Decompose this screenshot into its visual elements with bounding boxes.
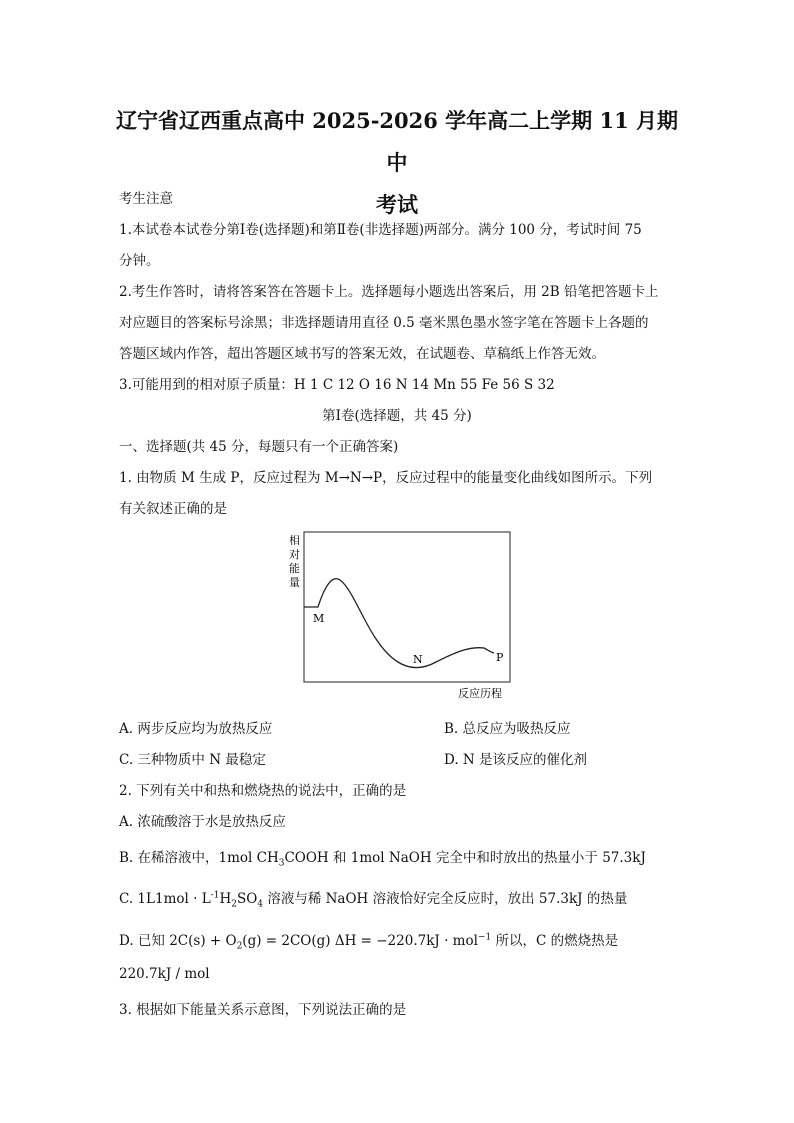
- exam-title: [110, 100, 684, 226]
- q2-option-d: [119, 929, 618, 952]
- label-N: N: [413, 653, 423, 666]
- q2-option-c-part-2: H: [219, 891, 232, 907]
- q2-option-b-subscript: 3: [278, 858, 285, 869]
- part-1-heading: 第Ⅰ卷(选择题，共 45 分): [322, 408, 472, 424]
- notice-item-1-line-1: 1.本试卷本试卷分第Ⅰ卷(选择题)和第Ⅱ卷(非选择题)两部分。满分 100 分，考试时间 75: [119, 222, 642, 238]
- q2-option-c-subscript-2: 4: [257, 899, 264, 910]
- energy-curve: [304, 579, 494, 668]
- section-1-heading: 一、选择题(共 45 分，每题只有一个正确答案): [119, 439, 399, 455]
- q2-option-d-subscript: 2: [236, 941, 243, 952]
- title-line-2: 考试: [376, 192, 418, 217]
- q1-stem-line-1: 1. 由物质 M 生成 P，反应过程为 M→N→P，反应过程中的能量变化曲线如图所示。下列: [119, 470, 653, 486]
- x-axis-label: 反应历程: [458, 687, 502, 700]
- q2-option-d-part-1: D. 已知 2C(s) + O: [119, 933, 237, 949]
- q2-option-b: [119, 846, 646, 869]
- y-label-char-3: 能: [289, 562, 300, 575]
- q2-option-a: A. 浓硫酸溶于水是放热反应: [119, 814, 286, 830]
- y-label-char-1: 相: [289, 534, 300, 547]
- notice-heading: 考生注意: [119, 191, 173, 207]
- q2-option-c-part-4: 溶液与稀 NaOH 溶液恰好完全反应时，放出 57.3kJ 的热量: [263, 891, 628, 907]
- q2-option-d-superscript: −1: [477, 932, 492, 943]
- notice-item-2-line-3: 答题区域内作答，超出答题区域书写的答案无效，在试题卷、草稿纸上作答无效。: [119, 346, 605, 362]
- q2-option-d-part-3: 所以，C 的燃烧热是: [491, 933, 619, 949]
- diagram-frame: [304, 532, 510, 682]
- notice-item-2-line-2: 对应题目的答案标号涂黑；非选择题请用直径 0.5 毫米黑色墨水签字笔在答题卡上各题的: [119, 315, 649, 331]
- label-P: P: [496, 651, 504, 664]
- label-M: M: [313, 612, 325, 625]
- q2-option-c-part-3: SO: [236, 891, 258, 907]
- y-label-char-4: 量: [289, 576, 300, 589]
- q1-option-c: C. 三种物质中 N 最稳定: [119, 752, 266, 768]
- notice-item-3: 3.可能用到的相对原子质量：H 1 C 12 O 16 N 14 Mn 55 Fe 56 S 32: [119, 377, 555, 393]
- q2-option-c-part-1: C. 1L1mol · L: [119, 891, 211, 907]
- notice-item-2-line-1: 2.考生作答时，请将答案答在答题卡上。选择题每小题选出答案后，用 2B 铅笔把答题卡上: [119, 284, 659, 300]
- q2-option-d-part-2: (g) = 2CO(g) ΔH = −220.7kJ · mol: [242, 933, 478, 949]
- q1-option-b: B. 总反应为吸热反应: [444, 721, 571, 737]
- energy-diagram-svg: [280, 528, 520, 704]
- q1-option-d: D. N 是该反应的催化剂: [444, 752, 588, 768]
- q3-stem: 3. 根据如下能量关系示意图，下列说法正确的是: [119, 1002, 407, 1018]
- q1-energy-diagram: [280, 528, 520, 704]
- q2-option-d-line-2: 220.7kJ / mol: [119, 966, 210, 982]
- y-label-char-2: 对: [289, 548, 300, 561]
- q1-stem-line-2: 有关叙述正确的是: [119, 501, 227, 517]
- q2-option-c: [119, 887, 627, 910]
- q1-option-a: A. 两步反应均为放热反应: [119, 721, 273, 737]
- notice-item-1-line-2: 分钟。: [119, 253, 160, 269]
- title-line-1: 辽宁省辽西重点高中 2025-2026 学年高二上学期 11 月期中: [115, 108, 679, 175]
- q2-option-b-part-1: B. 在稀溶液中，1mol CH: [119, 850, 279, 866]
- q2-option-c-subscript-1: 2: [231, 899, 237, 910]
- q2-stem: 2. 下列有关中和热和燃烧热的说法中，正确的是: [119, 783, 407, 799]
- q2-option-c-superscript: -1: [210, 890, 220, 901]
- q2-option-b-part-2: COOH 和 1mol NaOH 完全中和时放出的热量小于 57.3kJ: [284, 850, 646, 866]
